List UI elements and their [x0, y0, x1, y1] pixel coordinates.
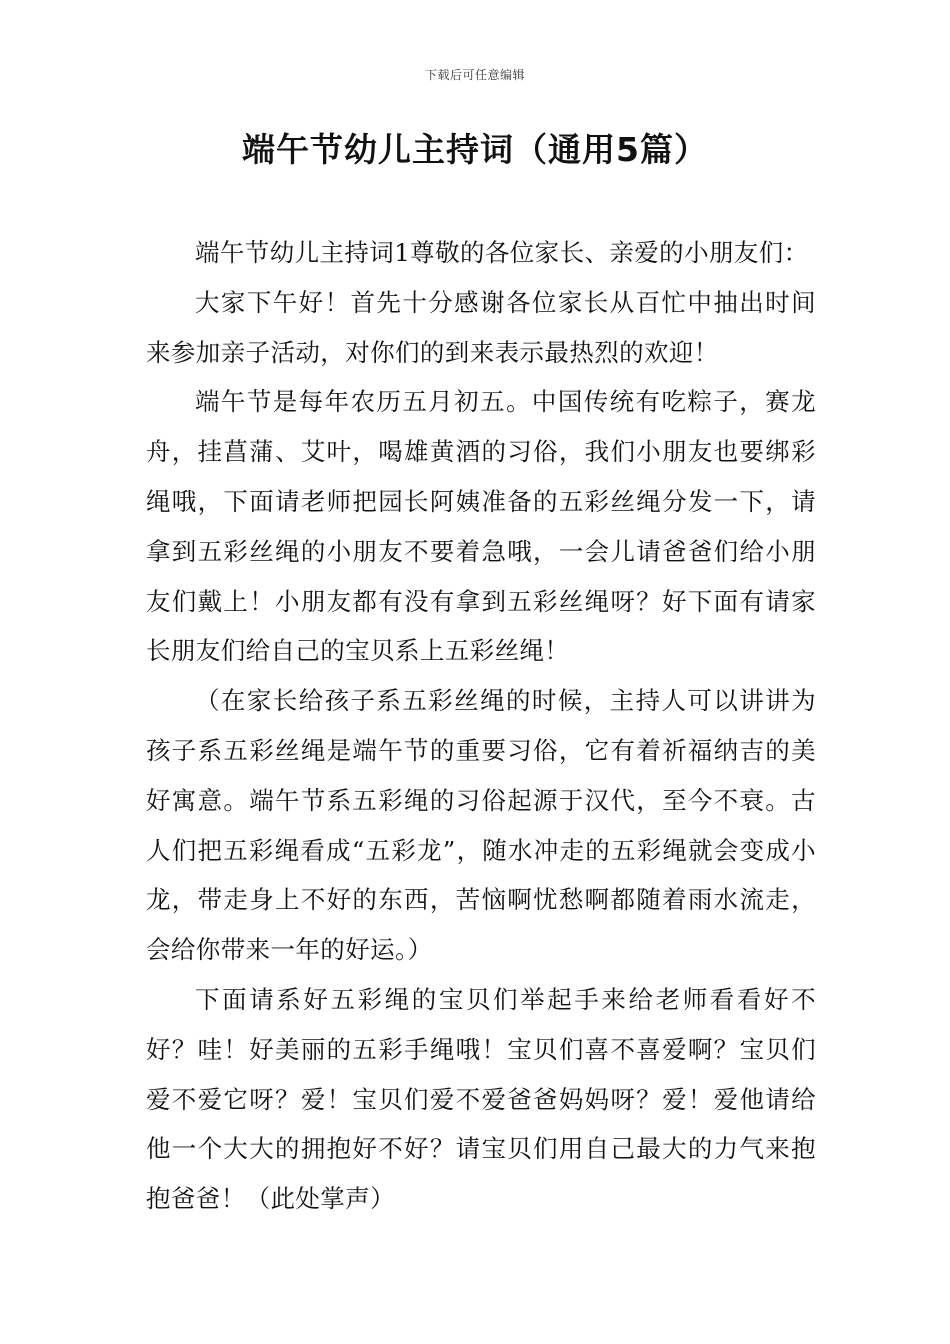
document-title: 端午节幼儿主持词（通用5篇） — [242, 130, 708, 169]
document-body — [146, 228, 816, 1224]
paragraph-1: 端午节幼儿主持词1尊敬的各位家长、亲爱的小朋友们： — [195, 238, 809, 267]
paragraph-3: 端午节是每年农历五月初五。中国传统有吃粽子，赛龙舟，挂菖蒲、艾叶，喝雄黄酒的习俗，我们小朋友也要绑彩绳哦，下面请老师把园长阿姨准备的五彩丝绳分发一下，请拿到五彩丝绳的小朋友不要着急哦，一会儿请爸爸们给小朋友们戴上！小朋友都有没有拿到五彩丝绳呀？好下面有请家长朋友们给自己的宝贝系上五彩丝绳！ — [146, 387, 816, 666]
paragraph-2: 大家下午好！首先十分感谢各位家长从百忙中抽出时间来参加亲子活动，对你们的到来表示最热烈的欢迎！ — [146, 287, 816, 367]
paragraph-5: 下面请系好五彩绳的宝贝们举起手来给老师看看好不好？哇！好美丽的五彩手绳哦！宝贝们喜不喜爱啊？宝贝们爱不爱它呀？爱！宝贝们爱不爱爸爸妈妈呀？爱！爱他请给他一个大大的拥抱好不好？请宝贝们用自己最大的力气来抱抱爸爸！（此处掌声） — [146, 984, 816, 1214]
paragraph-4: （在家长给孩子系五彩丝绳的时候，主持人可以讲讲为孩子系五彩丝绳是端午节的重要习俗，它有着祈福纳吉的美好寓意。端午节系五彩绳的习俗起源于汉代，至今不衰。古人们把五彩绳看成“五彩龙”，随水冲走的五彩绳就会变成小龙，带走身上不好的东西，苦恼啊忧愁啊都随着雨水流走，会给你带来一年的好运。） — [146, 686, 816, 965]
header-note: 下载后可任意编辑 — [424, 68, 525, 82]
